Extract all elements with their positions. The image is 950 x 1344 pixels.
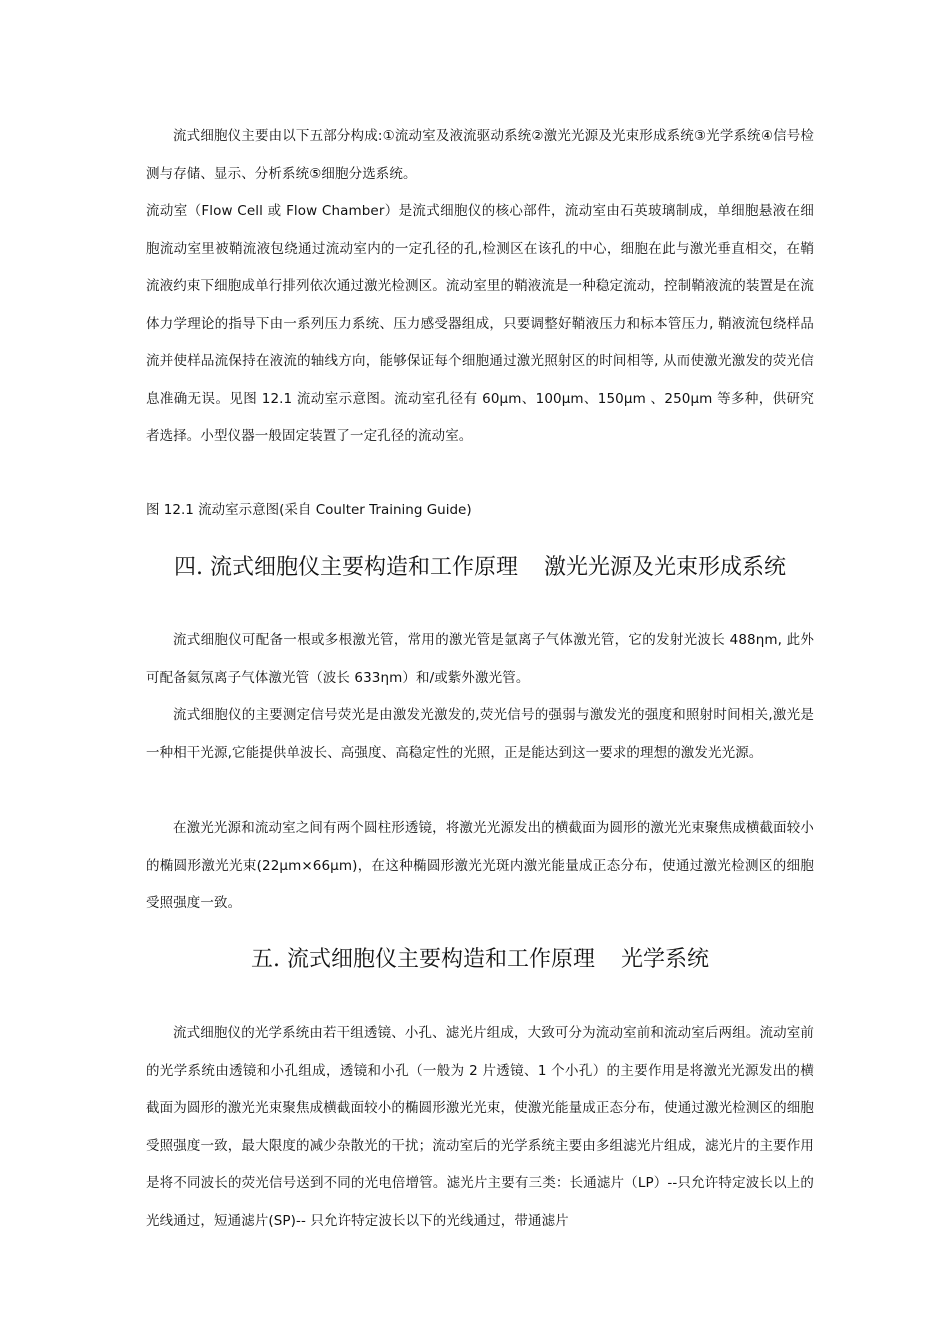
section5-paragraph-optics: 流式细胞仪的光学系统由若干组透镜、小孔、滤光片组成，大致可分为流动室前和流动室后两组。流动室前的光学系统由透镜和小孔组成，透镜和小孔（一般为 2 片透镜、1 个小孔）的主要作用是将激光光源发出的横截面为圆形的激光光束聚焦成横截面较小的椭圆形激光光束，使激光能量成正态分布，使通过激光检测区的细胞受照强度一致，最大限度的减少杂散光的干扰；流动室后的光学系统主要由多组滤光片组成，滤光片的主要作用是将不同波长的荧光信号送到不同的光电倍增管。滤光片主要有三类：长通滤片（LP）--只允许特定波长以上的光线通过，短通滤片(SP)-- 只允许特定波长以下的光线通过，带通滤片	[146, 1025, 814, 1229]
figure-caption: 图 12.1 流动室示意图(采自 Coulter Training Guide)	[146, 502, 472, 518]
section4-paragraph-fluorescence: 流式细胞仪的主要测定信号荧光是由激发光激发的,荧光信号的强弱与激发光的强度和照射时间相关,激光是一种相干光源,它能提供单波长、高强度、高稳定性的光照，正是能达到这一要求的理想的激发光光源。	[146, 707, 814, 761]
section5-heading-title: 五. 流式细胞仪主要构造和工作原理	[250, 947, 595, 972]
section5-heading	[146, 945, 814, 975]
intro-paragraph-flow-cell: 流动室（Flow Cell 或 Flow Chamber）是流式细胞仪的核心部件，流动室由石英玻璃制成，单细胞悬液在细胞流动室里被鞘流液包绕通过流动室内的一定孔径的孔,检测区在该孔的中心，细胞在此与激光垂直相交，在鞘流液约束下细胞成单行排列依次通过激光检测区。流动室里的鞘液流是一种稳定流动，控制鞘液流的装置是在流体力学理论的指导下由一系列压力系统、压力感受器组成，只要调整好鞘液压力和标本管压力, 鞘液流包绕样品流并使样品流保持在液流的轴线方向，能够保证每个细胞通过激光照射区的时间相等, 从而使激光激发的荧光信息准确无误。见图 12.1 流动室示意图。流动室孔径有 60μm、100μm、150μm 、250μm 等多种，供研究者选择。小型仪器一般固定装置了一定孔径的流动室。	[146, 203, 814, 444]
section4-paragraph-laser-tubes: 流式细胞仪可配备一根或多根激光管，常用的激光管是氩离子气体激光管，它的发射光波长 488ηm, 此外可配备氦氖离子气体激光管（波长 633ηm）和/或紫外激光管。	[146, 632, 814, 686]
section4-heading-title: 四. 流式细胞仪主要构造和工作原理	[173, 555, 518, 580]
section5-heading-subtitle: 光学系统	[620, 947, 709, 972]
section4-heading	[146, 553, 814, 583]
section4-heading-subtitle: 激光光源及光束形成系统	[543, 555, 786, 580]
section4-paragraph-lenses: 在激光光源和流动室之间有两个圆柱形透镜，将激光光源发出的横截面为圆形的激光光束聚焦成横截面较小的椭圆形激光光束(22μm×66μm)，在这种椭圆形激光光斑内激光能量成正态分布，使通过激光检测区的细胞受照强度一致。	[146, 820, 814, 911]
intro-paragraph-components: 流式细胞仪主要由以下五部分构成:①流动室及液流驱动系统②激光光源及光束形成系统③光学系统④信号检测与存储、显示、分析系统⑤细胞分选系统。	[146, 128, 814, 182]
